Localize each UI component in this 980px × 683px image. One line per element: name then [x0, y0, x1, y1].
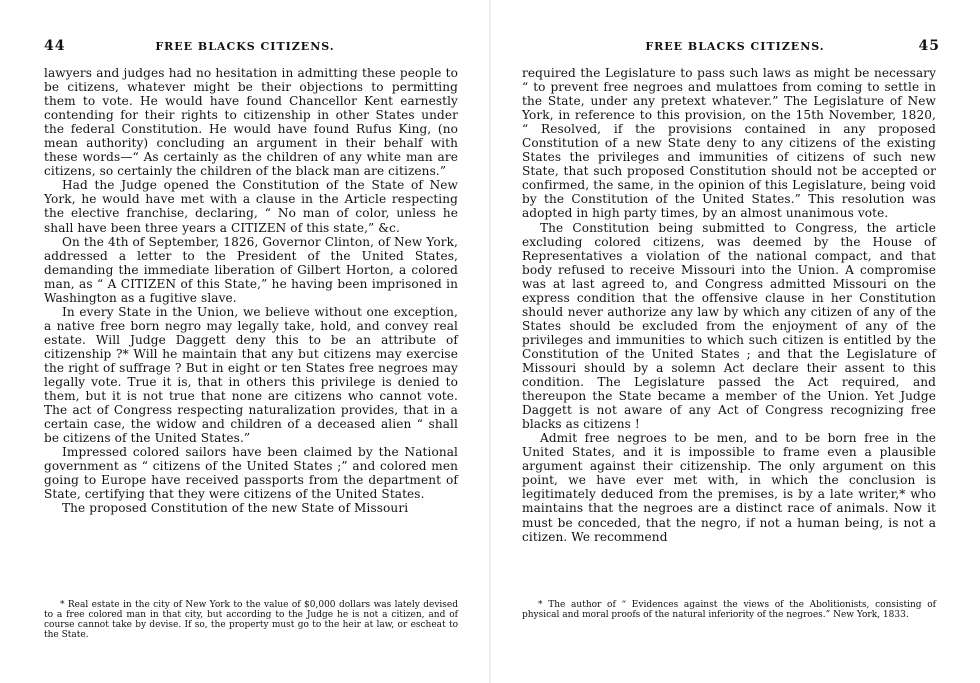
left-page-header	[0, 40, 490, 58]
right-paragraph-3: Admit free negroes to be men, and to be born free in the United States, and it is impossible to frame even a plausible argument against their citizenship. The only argument on this point, we have ever met with, in which the conclusion is legitimately deduced from the premises, is by a late writer,* who maintains that the negroes are a distinct race of animals. Now it must be conceded, that the negro, if not a human being, is not a citizen. We recommend	[522, 431, 936, 544]
left-footnote-text: * Real estate in the city of New York to the value of $0,000 dollars was lately devised to a free colored man in that city, but according to the Judge he is not a citizen, and of course cannot take by devise. If so, the property must go to the heir at law, or escheat to the State.	[44, 600, 458, 640]
right-page-body	[522, 66, 936, 544]
left-paragraph-4: In every State in the Union, we believe without one exception, a native free born negro may legally take, hold, and convey real estate. Will Judge Daggett deny this to be an attribute of citizenship ?* Will he maintain that any but citizens may exercise the right of suffrage ? But in eight or ten States free negroes may legally vote. True it is, that in others this privilege is denied to them, but it is not true that none are citizens who cannot vote. The act of Congress respecting naturalization provides, that in a certain case, the widow and children of a deceased alien “ shall be citizens of the United States.”	[44, 304, 458, 446]
right-page-header	[490, 40, 980, 58]
left-page-body	[44, 66, 458, 516]
left-footnote	[44, 600, 458, 640]
left-paragraph-1: lawyers and judges had no hesitation in admitting these people to be citizens, whatever might be their objections to permitting them to vote. He would have found Chancellor Kent earnestly contending for their rights to citizenship in other States under the federal Constitution. He would have found Rufus King, (no mean authority) concluding an argument in their behalf with these words—“ As certainly as the children of any white man are citizens, so certainly the children of the black man are citizens.”	[44, 66, 458, 179]
right-page	[490, 0, 980, 683]
right-footnote-text: * The author of “ Evidences against the views of the Abolitionists, consisting of physical and moral proofs of the natural inferiority of the negroes.” New York, 1833.	[522, 600, 936, 620]
right-page-number: 45	[918, 38, 940, 54]
right-paragraph-1: required the Legislature to pass such laws as might be necessary “ to prevent free negroes and mulattoes from coming to settle in the State, under any pretext whatever.” The Legislature of New York, in reference to this provision, on the 15th November, 1820, “ Resolved, if the provisions contained in any proposed Constitution of a new State deny to any citizens of the existing States the privileges and immunities of citizens of such new State, that such proposed Constitution should not be accepted or confirmed, the same, in the opinion of this Legislature, being void by the Constitution of the United States.” This resolution was adopted in high party times, by an almost unanimous vote.	[522, 66, 936, 221]
left-paragraph-5: Impressed colored sailors have been claimed by the National government as “ citizens of the United States ;” and colored men going to Europe have received passports from the department of State, certifying that they were citizens of the United States.	[44, 445, 458, 502]
right-paragraph-2: The Constitution being submitted to Congress, the article excluding colored citizens, was deemed by the House of Representatives a violation of the national compact, and that body refused to receive Missouri into the Union. A compromise was at last agreed to, and Congress admitted Missouri on the express condition that the offensive clause in her Constitution should never authorize any law by which any citizen of any of the States should be excluded from the enjoyment of any of the privileges and immunities to which such citizen is entitled by the Constitution of the United States ; and that the Legislature of Missouri should by a solemn Act declare their assent to this condition. The Legislature passed the Act required, and thereupon the State became a member of the Union. Yet Judge Daggett is not aware of any Act of Congress recognizing free blacks as citizens !	[522, 220, 936, 432]
left-paragraph-6: The proposed Constitution of the new State of Missouri	[62, 501, 409, 516]
left-page-number: 44	[44, 38, 66, 54]
left-running-title: FREE BLACKS CITIZENS.	[155, 40, 335, 53]
right-footnote	[522, 600, 936, 620]
right-running-title: FREE BLACKS CITIZENS.	[645, 40, 825, 53]
left-paragraph-2: Had the Judge opened the Constitution of the State of New York, he would have met with a clause in the Article respecting the elective franchise, declaring, “ No man of color, unless he shall have been three years a CITIZEN of this state,” &c.	[44, 178, 458, 235]
left-paragraph-3: On the 4th of September, 1826, Governor Clinton, of New York, addressed a letter to the President of the United States, demanding the immediate liberation of Gilbert Horton, a colored man, as “ A CITIZEN of this State,” he having been imprisoned in Washington as a fugitive slave.	[44, 234, 458, 305]
